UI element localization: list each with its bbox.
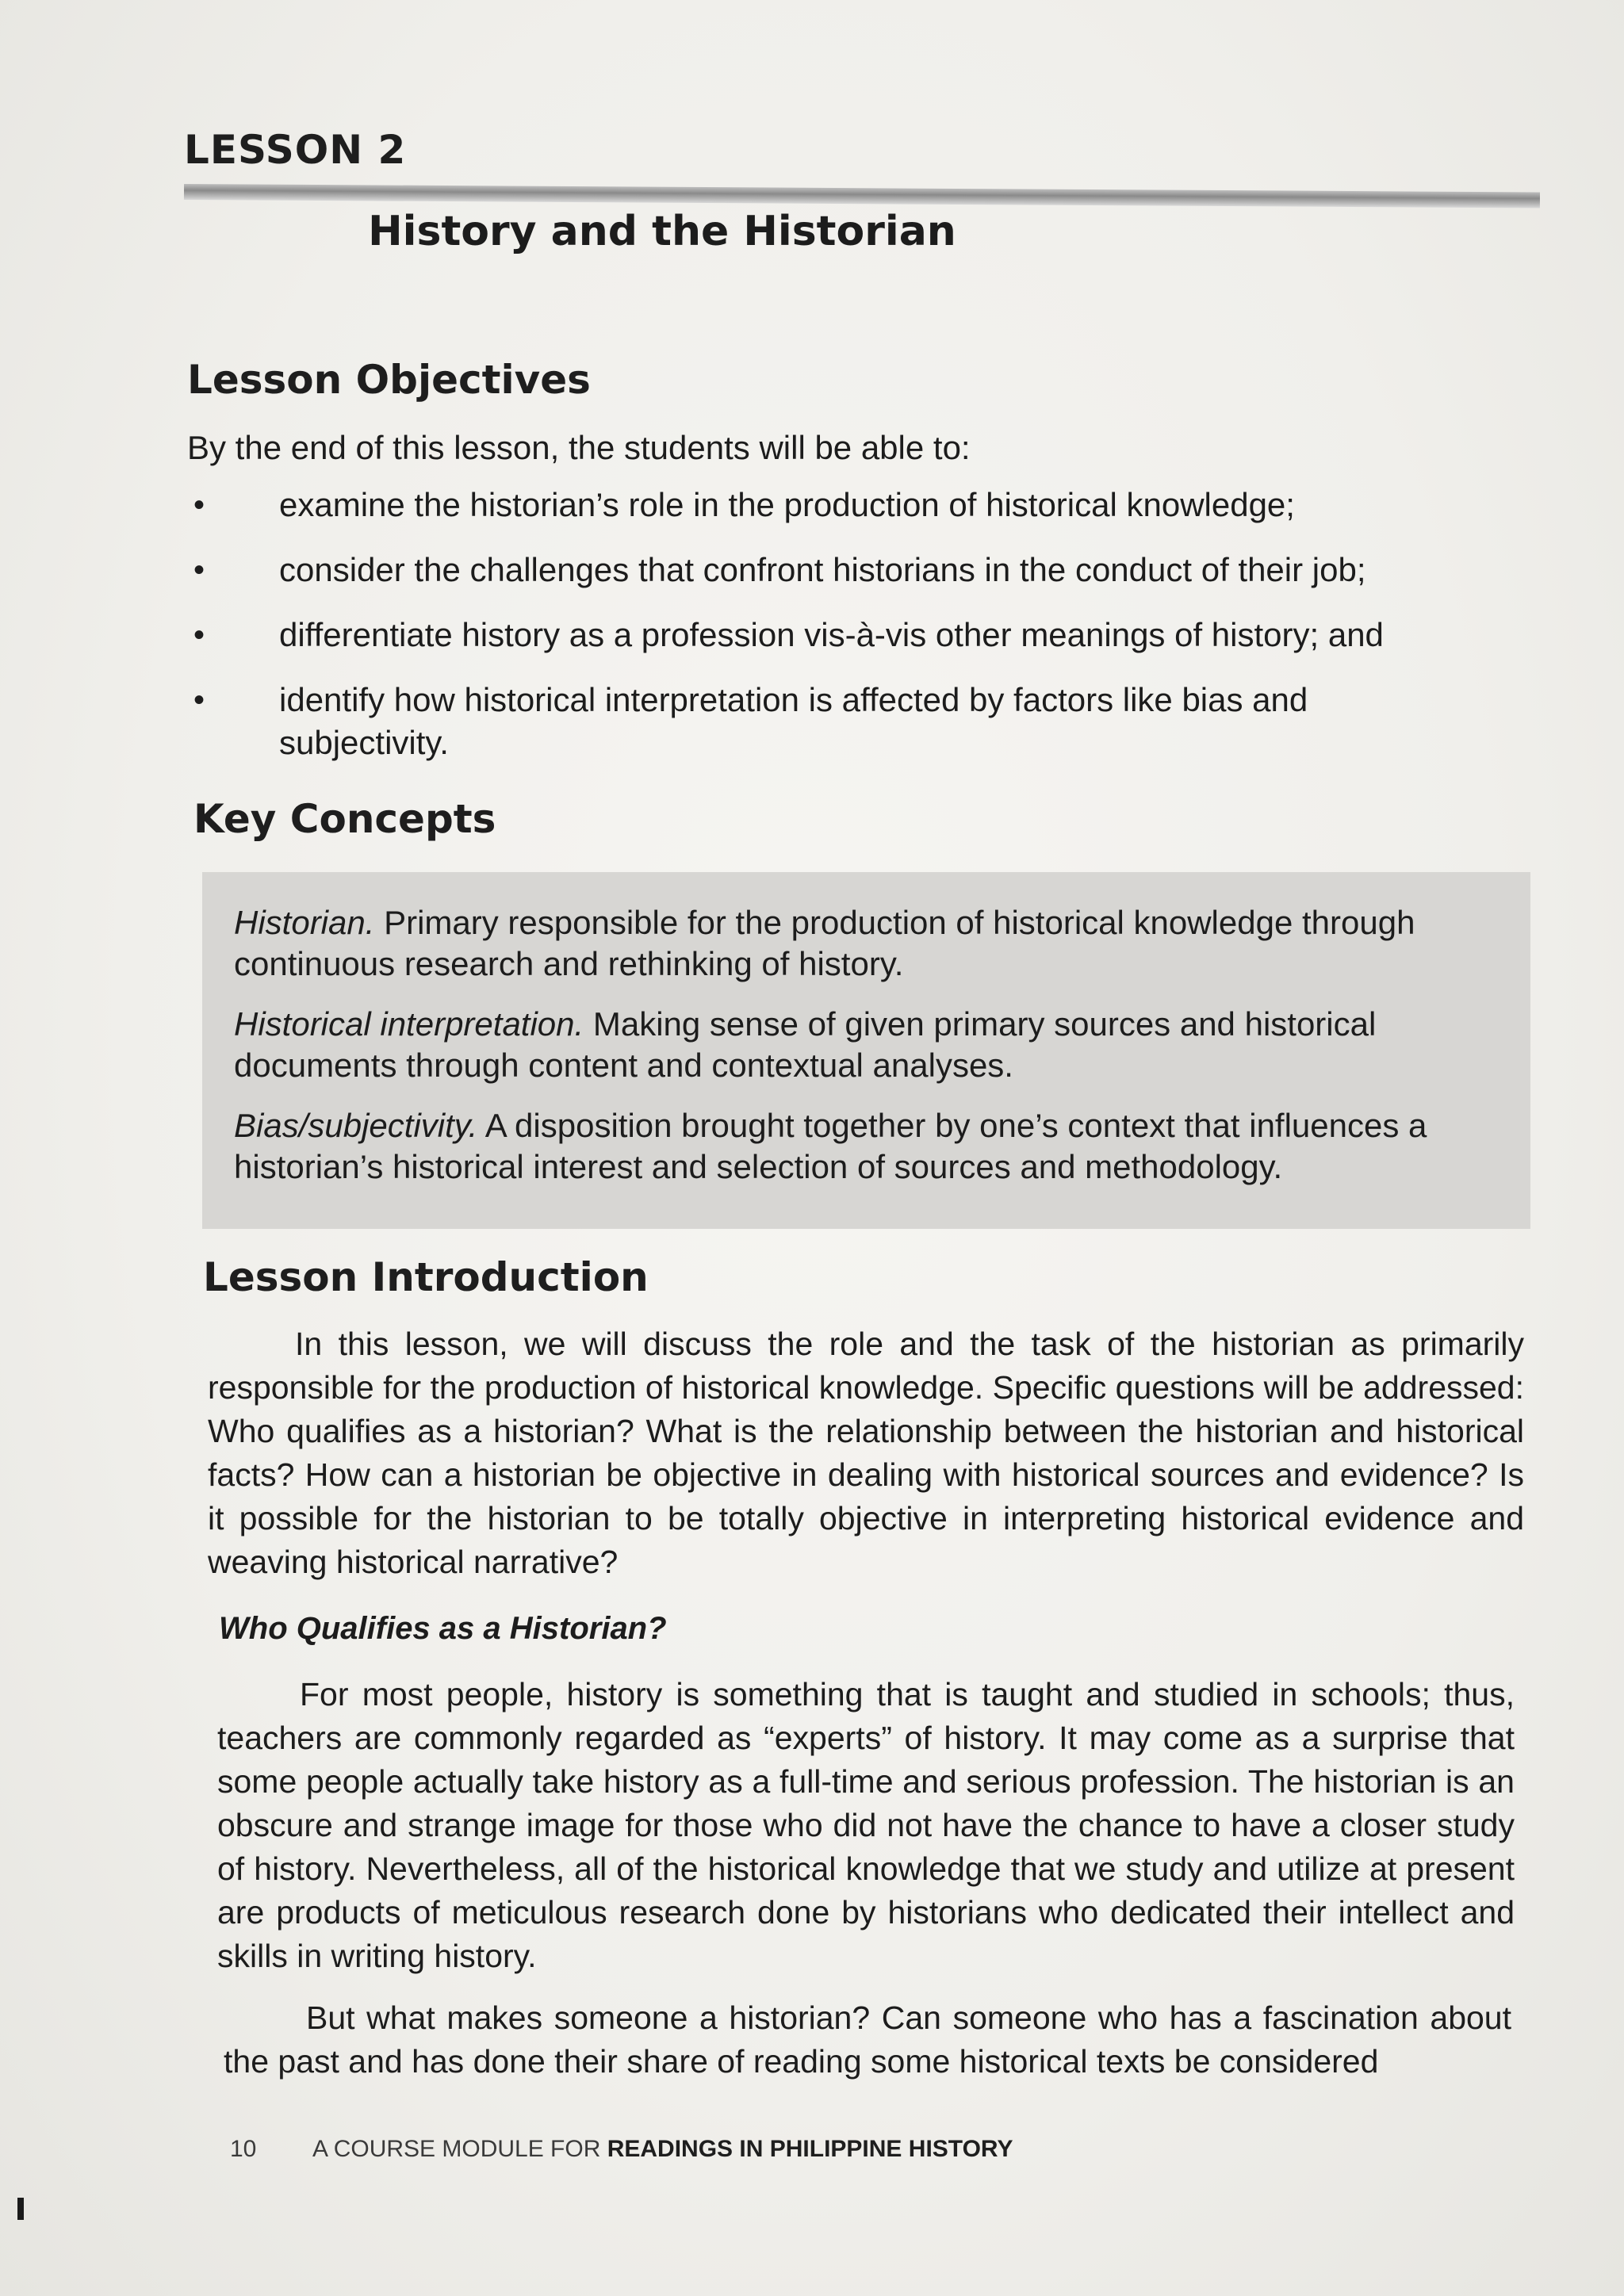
objective-text: identify how historical interpretation is affected by factors like bias and subjectivity. [279,681,1308,761]
bullet-icon: • [193,618,205,652]
footer-module-title: READINGS IN PHILIPPINE HISTORY [607,2136,1013,2162]
objective-text: examine the historian’s role in the production of historical knowledge; [279,486,1295,523]
list-item [184,614,1532,656]
concept-historian [234,902,1503,985]
concept-bias-subjectivity [234,1105,1503,1188]
who-qualifies-heading: Who Qualifies as a Historian? [219,1611,667,1646]
list-item [184,679,1437,764]
list-item [184,484,1532,526]
concept-definition: A disposition brought together by one’s context that influences a historian’s historical interest and selection of sources and methodology. [234,1107,1427,1185]
page-number: 10 [230,2136,257,2162]
who-qualifies-paragraph-2: But what makes someone a historian? Can someone who has a fascination about the past and has done their share of reading some historical texts be considered [224,1999,1511,2080]
who-qualifies-paragraph-1: For most people, history is something that is taught and studied in schools; thus, teachers are commonly regarded as “experts” of history. It may come as a surprise that some people actually take history as a full-time and serious profession. The historian is an obscure and strange image for those who did not have the chance to have a closer study of history. Nevertheless, all of the historical knowledge that we study and utilize at present are products of meticulous research done by historians who dedicated their intellect and skills in writing history. [217,1676,1515,1974]
introduction-paragraph: In this lesson, we will discuss the role and the task of the historian as primarily responsible for the production of historical knowledge. Specific questions will be addressed: Who qualifies as a historian? What is the relationship between the historian and historical facts? How can a historian be objective in dealing with historical sources and evidence? Is it possible for the historian to be totally objective in interpreting historical evidence and weaving historical narrative? [208,1326,1524,1580]
concept-historical-interpretation [234,1004,1503,1086]
bullet-icon: • [193,488,205,522]
concept-term: Historical interpretation. [234,1005,584,1043]
objectives-list [184,484,1532,786]
bullet-icon: • [193,683,205,718]
bullet-icon: • [193,553,205,587]
objective-text: consider the challenges that confront historians in the conduct of their job; [279,551,1366,588]
concept-term: Bias/subjectivity. [234,1107,478,1144]
concept-term: Historian. [234,904,375,941]
lesson-label: LESSON 2 [184,127,407,173]
concept-definition: Making sense of given primary sources and historical documents through content and contextual analyses. [234,1005,1377,1084]
list-item [184,549,1532,591]
key-concepts-heading: Key Concepts [193,796,496,842]
objectives-intro: By the end of this lesson, the students will be able to: [187,429,971,466]
lesson-title: History and the Historian [368,208,956,255]
introduction-heading: Lesson Introduction [203,1254,649,1300]
page-edge-mark [17,2198,24,2220]
key-concepts-box [202,872,1530,1229]
objectives-heading: Lesson Objectives [187,357,591,403]
objective-text: differentiate history as a profession vis-à-vis other meanings of history; and [279,616,1384,653]
footer-module [312,2136,1013,2163]
footer-module-text: A COURSE MODULE FOR [312,2136,607,2162]
header-rule [184,184,1540,208]
concept-definition: Primary responsible for the production of historical knowledge through continuous research and rethinking of history. [234,904,1415,982]
